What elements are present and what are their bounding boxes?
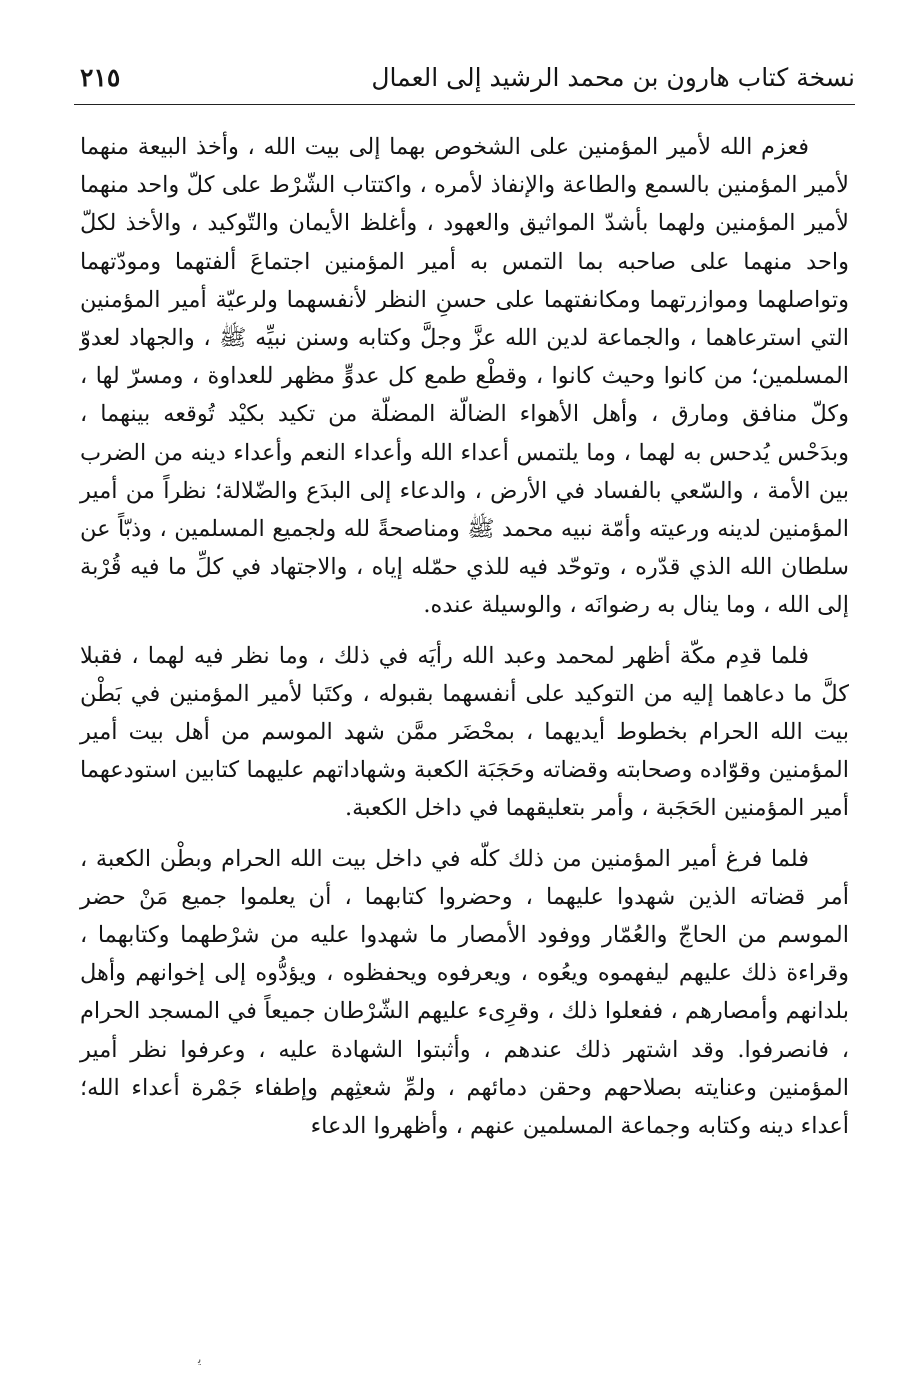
- page-number: ٢١٥: [80, 63, 121, 92]
- paragraph-3: فلما فرغ أمير المؤمنين من ذلك كلّه في داخل بيت الله الحرام وبطْن الكعبة ، أمر قضاته الذين شهدوا عليهما ، وحضروا كتابهما ، أن يعلموا جميع مَنْ حضر الموسم من الحاجّ والعُمّار ووفود الأمصار ما شهدوا عليه من شرْطهما وكتابهما ، وقراءة ذلك عليهم ليفهموه ويعُوه ، ويعرفوه ويحفظوه ، ويؤدُّوه إلى إخوانهم وأهل بلدانهم وأمصارهم ، ففعلوا ذلك ، وقرِىء عليهم الشّرْطان جميعاً في المسجد الحرام ، فانصرفوا. وقد اشتهر ذلك عندهم ، وأثبتوا الشهادة عليه ، وعرفوا نظر أمير المؤمنين وعنايته بصلاحهم وحقن دمائهم ، ولمِّ شعثِهم وإطفاء جَمْرة أعداء الله؛ أعداء دينه وكتابه وجماعة المسلمين عنهم ، وأظهروا الدعاء: [80, 845, 849, 1140]
- running-header-title: نسخة كتاب هارون بن محمد الرشيد إلى العمال: [371, 63, 855, 92]
- body-text: [80, 128, 849, 1157]
- footer-mark: ﯾ: [198, 1352, 202, 1366]
- paragraph-1: فعزم الله لأمير المؤمنين على الشخوص بهما إلى بيت الله ، وأخذ البيعة منهما لأمير المؤمنين بالسمع والطاعة والإنفاذ لأمره ، واكتتاب الشّرْط على كلّ واحد منهما لأمير المؤمنين ولهما بأشدّ المواثيق والعهود ، وأغلظ الأيمان والتّوكيد ، والأخذ لكلّ واحد منهما على صاحبه بما التمس به أمير المؤمنين اجتماعَ ألفتهما ومودّتهما وتواصلهما وموازرتهما ومكانفتهما على حسنِ النظر لأنفسهما ولرعيّة أمير المؤمنين التي استرعاهما ، والجماعة لدين الله عزَّ وجلَّ وكتابه وسنن نبيِّه ﷺ ، والجهاد لعدوّ المسلمين؛ من كانوا وحيث كانوا ، وقطْع طمع كل عدوٍّ مظهر للعداوة ، ومسرّ لها ، وكلّ منافق ومارق ، وأهل الأهواء الضالّة المضلّة من تكيد بكيْد تُوقعه بينهما ، وبدَحْس يُدحس به لهما ، وما يلتمس أعداء الله وأعداء النعم وأعداء دينه من الضرب بين الأمة ، والسّعي بالفساد في الأرض ، والدعاء إلى البدَع والضّلالة؛ نظراً من أمير المؤمنين لدينه ورعيته وأمّة نبيه محمد ﷺ ومناصحةً لله ولجميع المسلمين ، وذبّاً عن سلطان الله الذي قدّره ، وتوحّد فيه للذي حمّله إياه ، والاجتهاد في كلِّ ما فيه قُرْبة إلى الله ، وما ينال به رضوانَه ، والوسيلة عنده.: [80, 134, 849, 619]
- paragraph-2: فلما قدِم مكّة أظهر لمحمد وعبد الله رأيَه في ذلك ، وما نظر فيه لهما ، فقبلا كلَّ ما دعاهما إليه من التوكيد على أنفسهما بقبوله ، وكتَبا لأمير المؤمنين في بَطْن بيت الله الحرام بخطوط أيديهما ، بمحْضَر ممَّن شهد الموسم من أهل بيت أمير المؤمنين وقوّاده وصحابته وقضاته وحَجَبَة الكعبة وشهاداتهم عليهما كتابين استودعهما أمير المؤمنين الحَجَبة ، وأمر بتعليقهما في داخل الكعبة.: [80, 642, 849, 822]
- running-header: [80, 58, 855, 102]
- header-divider: [74, 104, 855, 105]
